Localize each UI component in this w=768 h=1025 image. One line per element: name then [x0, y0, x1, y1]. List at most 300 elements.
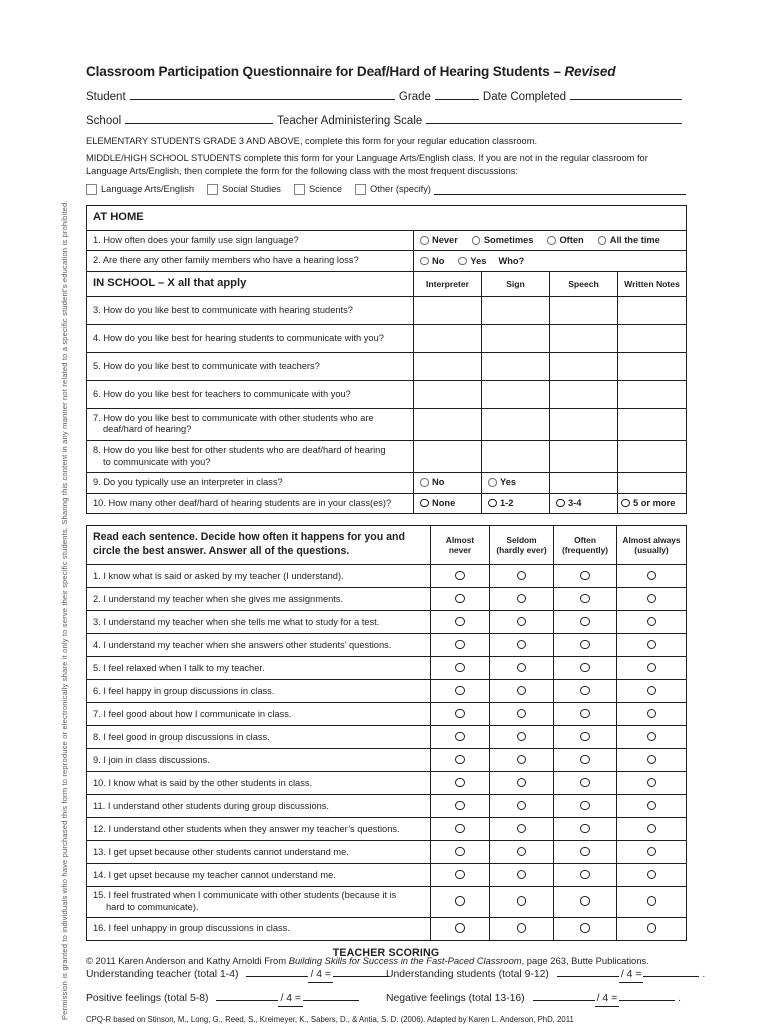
rating-bubble-almost-never[interactable]: [431, 680, 490, 703]
circle-icon[interactable]: [455, 594, 465, 604]
rating-item-13-text: 13. I get upset because other students cannot understand me.: [87, 841, 431, 864]
rating-bubble-almost-always[interactable]: [617, 726, 687, 749]
radio-icon[interactable]: [621, 499, 630, 508]
rating-bubble-often[interactable]: [554, 749, 617, 772]
empty-cell: [618, 473, 687, 494]
table-row: [87, 251, 687, 272]
rating-bubble-almost-never[interactable]: [431, 772, 490, 795]
circle-icon[interactable]: [580, 824, 590, 834]
rating-bubble-almost-always[interactable]: [617, 818, 687, 841]
rating-scale-table: [86, 525, 687, 940]
rating-bubble-almost-never[interactable]: [431, 565, 490, 588]
circle-icon[interactable]: [455, 663, 465, 673]
table-row: [87, 772, 687, 795]
student-info-line: [86, 87, 686, 103]
score-positive-feelings: [86, 987, 386, 1007]
option-label: Never: [432, 235, 458, 246]
scoring-row: [86, 987, 686, 1007]
subject-label: Social Studies: [222, 184, 281, 195]
rating-header-row: [87, 526, 687, 565]
circle-icon[interactable]: [455, 847, 465, 857]
rating-bubble-almost-always[interactable]: [617, 795, 687, 818]
answer-cell-written-notes[interactable]: [618, 324, 687, 352]
answer-cell-speech[interactable]: [550, 324, 618, 352]
circle-icon[interactable]: [647, 755, 657, 765]
rating-bubble-seldom[interactable]: [490, 680, 554, 703]
circle-icon[interactable]: [647, 801, 657, 811]
circle-icon[interactable]: [647, 847, 657, 857]
table-row: [87, 296, 687, 324]
table-row: [87, 887, 687, 917]
rating-bubble-often[interactable]: [554, 588, 617, 611]
rating-bubble-almost-always[interactable]: [617, 917, 687, 940]
student-field[interactable]: [130, 87, 395, 100]
question-10-option-1-2[interactable]: [482, 493, 550, 514]
rating-bubble-often[interactable]: [554, 726, 617, 749]
score-result-field[interactable]: [303, 987, 359, 1001]
rating-item-12-text: 12. I understand other students when they answer my teacher’s questions.: [87, 818, 431, 841]
question-8-text: 8. How do you like best for other students who are deaf/hard of hearing to communicate with you?: [87, 440, 414, 472]
rating-bubble-almost-never[interactable]: [431, 657, 490, 680]
subject-option-language-arts[interactable]: [86, 184, 194, 195]
answer-cell-written-notes[interactable]: [618, 408, 687, 440]
circle-icon[interactable]: [455, 571, 465, 581]
answer-cell-written-notes[interactable]: [618, 296, 687, 324]
rating-bubble-seldom[interactable]: [490, 841, 554, 864]
rating-bubble-almost-always[interactable]: [617, 749, 687, 772]
column-header-interpreter: Interpreter: [414, 271, 482, 296]
circle-icon[interactable]: [455, 923, 465, 933]
option-label: No: [432, 256, 445, 266]
at-home-section-title: AT HOME: [87, 205, 687, 230]
rating-bubble-almost-never[interactable]: [431, 749, 490, 772]
radio-icon[interactable]: [420, 257, 429, 266]
question-4-text: 4. How do you like best for hearing students to communicate with you?: [87, 324, 414, 352]
rating-item-5-text: 5. I feel relaxed when I talk to my teacher.: [87, 657, 431, 680]
empty-cell: [550, 473, 618, 494]
column-header-speech: Speech: [550, 271, 618, 296]
rating-bubble-often[interactable]: [554, 565, 617, 588]
rating-bubble-seldom[interactable]: [490, 749, 554, 772]
answer-cell-interpreter[interactable]: [414, 408, 482, 440]
rating-bubble-almost-never[interactable]: [431, 887, 490, 917]
rating-bubble-often[interactable]: [554, 657, 617, 680]
rating-bubble-seldom[interactable]: [490, 864, 554, 887]
option-all-the-time[interactable]: [598, 235, 660, 245]
table-row: [87, 749, 687, 772]
circle-icon[interactable]: [580, 755, 590, 765]
radio-icon[interactable]: [420, 499, 429, 508]
question-2-options: [414, 251, 687, 272]
rating-bubble-almost-never[interactable]: [431, 588, 490, 611]
option-often[interactable]: [547, 235, 583, 245]
rating-bubble-often[interactable]: [554, 864, 617, 887]
circle-icon[interactable]: [647, 923, 657, 933]
score-label: Understanding teacher (total 1-4): [86, 968, 239, 980]
circle-icon[interactable]: [517, 732, 527, 742]
question-1-text: 1. How often does your family use sign language?: [87, 230, 414, 251]
scale-header-often: Often (frequently): [554, 526, 617, 565]
answer-cell-interpreter[interactable]: [414, 324, 482, 352]
rating-bubble-often[interactable]: [554, 703, 617, 726]
option-sometimes[interactable]: [472, 235, 534, 245]
option-no[interactable]: [420, 256, 444, 266]
table-row: [87, 473, 687, 494]
footer-book-title: Building Skills for Success in the Fast-Paced Classroom: [288, 955, 522, 966]
circle-icon[interactable]: [517, 896, 527, 906]
option-label: 1-2: [500, 497, 514, 508]
answer-cell-speech[interactable]: [550, 380, 618, 408]
rating-bubble-seldom[interactable]: [490, 611, 554, 634]
circle-icon[interactable]: [580, 896, 590, 906]
school-field[interactable]: [125, 111, 273, 124]
table-row: [87, 565, 687, 588]
table-row: [87, 657, 687, 680]
rating-bubble-seldom[interactable]: [490, 703, 554, 726]
circle-icon[interactable]: [517, 923, 527, 933]
rating-item-4-text: 4. I understand my teacher when she answers other students’ questions.: [87, 634, 431, 657]
circle-icon[interactable]: [517, 824, 527, 834]
rating-bubble-almost-always[interactable]: [617, 657, 687, 680]
rating-bubble-almost-never[interactable]: [431, 818, 490, 841]
rating-rows-body: [87, 565, 687, 940]
score-label: Negative feelings (total 13-16): [386, 992, 525, 1004]
circle-icon[interactable]: [647, 778, 657, 788]
subject-option-science[interactable]: [294, 184, 342, 195]
answer-cell-interpreter[interactable]: [414, 352, 482, 380]
rating-bubble-almost-never[interactable]: [431, 795, 490, 818]
page-title: [86, 0, 686, 79]
circle-icon[interactable]: [517, 778, 527, 788]
scale-header-almost-never: Almost never: [431, 526, 490, 565]
rating-bubble-almost-always[interactable]: [617, 565, 687, 588]
option-label: No: [432, 477, 445, 488]
rating-item-3-text: 3. I understand my teacher when she tells me what to study for a test.: [87, 611, 431, 634]
question-5-text: 5. How do you like best to communicate with teachers?: [87, 352, 414, 380]
rating-bubble-often[interactable]: [554, 917, 617, 940]
rating-bubble-almost-never[interactable]: [431, 634, 490, 657]
in-school-header-row: [87, 271, 687, 296]
answer-cell-interpreter[interactable]: [414, 440, 482, 472]
rating-bubble-almost-never[interactable]: [431, 917, 490, 940]
rating-bubble-almost-always[interactable]: [617, 703, 687, 726]
score-period: .: [702, 968, 706, 980]
question-9-option-no[interactable]: [414, 473, 482, 494]
question-10-option-none[interactable]: [414, 493, 482, 514]
rating-bubble-often[interactable]: [554, 795, 617, 818]
answer-cell-sign[interactable]: [482, 324, 550, 352]
score-value-field[interactable]: [216, 987, 278, 1001]
circle-icon[interactable]: [517, 617, 527, 627]
circle-icon[interactable]: [647, 824, 657, 834]
answer-cell-written-notes[interactable]: [618, 380, 687, 408]
table-row: [87, 726, 687, 749]
page-title-revised: Revised: [564, 64, 616, 79]
circle-icon[interactable]: [647, 594, 657, 604]
circle-icon[interactable]: [455, 801, 465, 811]
circle-icon[interactable]: [517, 686, 527, 696]
circle-icon[interactable]: [580, 640, 590, 650]
checkbox-icon[interactable]: [294, 184, 305, 195]
page-title-main: Classroom Participation Questionnaire for Deaf/Hard of Hearing Students –: [86, 64, 565, 79]
circle-icon[interactable]: [455, 870, 465, 880]
circle-icon[interactable]: [517, 594, 527, 604]
option-label: 5 or more: [633, 497, 676, 508]
teacher-field[interactable]: [426, 111, 682, 124]
option-label: Yes: [470, 256, 487, 266]
radio-icon[interactable]: [472, 236, 481, 245]
checkbox-icon[interactable]: [355, 184, 366, 195]
radio-icon[interactable]: [420, 236, 429, 245]
subject-label: Language Arts/English: [101, 184, 195, 195]
rating-bubble-often[interactable]: [554, 841, 617, 864]
circle-icon[interactable]: [647, 571, 657, 581]
circle-icon[interactable]: [517, 709, 527, 719]
circle-icon[interactable]: [580, 617, 590, 627]
circle-icon[interactable]: [455, 778, 465, 788]
circle-icon[interactable]: [647, 709, 657, 719]
rating-item-15-text: 15. I feel frustrated when I communicate with other students (because it is hard to communicate).: [87, 887, 431, 917]
rating-bubble-almost-never[interactable]: [431, 841, 490, 864]
rating-bubble-almost-never[interactable]: [431, 726, 490, 749]
grade-field[interactable]: [435, 87, 479, 100]
circle-icon[interactable]: [517, 847, 527, 857]
answer-cell-speech[interactable]: [550, 440, 618, 472]
radio-icon[interactable]: [420, 478, 429, 487]
footer-copyright: [86, 955, 686, 966]
rating-item-6-text: 6. I feel happy in group discussions in class.: [87, 680, 431, 703]
footer-post: , page 263, Butte Publications.: [521, 955, 649, 966]
option-label: Yes: [500, 477, 517, 488]
rating-bubble-seldom[interactable]: [490, 917, 554, 940]
other-specify-field[interactable]: [434, 184, 686, 195]
answer-cell-sign[interactable]: [482, 380, 550, 408]
rating-item-10-text: 10. I know what is said by the other students in class.: [87, 772, 431, 795]
teacher-scoring-title: TEACHER SCORING: [332, 946, 440, 959]
teacher-label: Teacher Administering Scale: [277, 115, 423, 127]
score-result-field[interactable]: [619, 987, 675, 1001]
answer-cell-written-notes[interactable]: [618, 440, 687, 472]
rating-bubble-seldom[interactable]: [490, 565, 554, 588]
circle-icon[interactable]: [647, 663, 657, 673]
rating-bubble-almost-always[interactable]: [617, 588, 687, 611]
school-info-line: [86, 111, 686, 127]
circle-icon[interactable]: [647, 896, 657, 906]
rating-bubble-seldom[interactable]: [490, 726, 554, 749]
score-period: .: [678, 992, 682, 1004]
radio-icon[interactable]: [488, 478, 497, 487]
date-completed-field[interactable]: [570, 87, 682, 100]
answer-cell-speech[interactable]: [550, 352, 618, 380]
circle-icon[interactable]: [580, 686, 590, 696]
question-2-followup: Who?: [498, 256, 525, 266]
rating-item-14-text: 14. I get upset because my teacher cannot understand me.: [87, 864, 431, 887]
circle-icon[interactable]: [580, 571, 590, 581]
rating-bubble-almost-always[interactable]: [617, 772, 687, 795]
rating-bubble-almost-always[interactable]: [617, 634, 687, 657]
rating-bubble-almost-always[interactable]: [617, 611, 687, 634]
option-label: Often: [559, 235, 584, 246]
radio-icon[interactable]: [598, 236, 607, 245]
table-row: [87, 588, 687, 611]
rating-item-2-text: 2. I understand my teacher when she gives me assignments.: [87, 588, 431, 611]
circle-icon[interactable]: [455, 732, 465, 742]
rating-bubble-seldom[interactable]: [490, 795, 554, 818]
rating-item-8-text: 8. I feel good in group discussions in class.: [87, 726, 431, 749]
answer-cell-sign[interactable]: [482, 352, 550, 380]
circle-icon[interactable]: [580, 923, 590, 933]
circle-icon[interactable]: [580, 663, 590, 673]
column-header-sign: Sign: [482, 271, 550, 296]
subject-option-other[interactable]: [355, 184, 431, 195]
circle-icon[interactable]: [517, 801, 527, 811]
rating-bubble-often[interactable]: [554, 611, 617, 634]
table-row: [87, 440, 687, 472]
question-7-text: 7. How do you like best to communicate with other students who are deaf/hard of hearing?: [87, 408, 414, 440]
circle-icon[interactable]: [455, 755, 465, 765]
circle-icon[interactable]: [455, 640, 465, 650]
scale-header-almost-always: Almost always (usually): [617, 526, 687, 565]
circle-icon[interactable]: [455, 896, 465, 906]
score-divider: / 4 =: [595, 993, 620, 1007]
rating-bubble-seldom[interactable]: [490, 657, 554, 680]
answer-cell-interpreter[interactable]: [414, 380, 482, 408]
rating-item-9-text: 9. I join in class discussions.: [87, 749, 431, 772]
question-10-option-5-or-more[interactable]: [618, 493, 687, 514]
circle-icon[interactable]: [580, 870, 590, 880]
radio-icon[interactable]: [488, 499, 497, 508]
scale-header-seldom: Seldom (hardly ever): [490, 526, 554, 565]
rating-bubble-often[interactable]: [554, 887, 617, 917]
subject-option-social-studies[interactable]: [207, 184, 281, 195]
answer-cell-speech[interactable]: [550, 296, 618, 324]
subject-label: Other (specify): [370, 184, 432, 195]
rating-bubble-almost-always[interactable]: [617, 887, 687, 917]
circle-icon[interactable]: [647, 870, 657, 880]
question-6-text: 6. How do you like best for teachers to communicate with you?: [87, 380, 414, 408]
table-row: [87, 680, 687, 703]
circle-icon[interactable]: [455, 617, 465, 627]
circle-icon[interactable]: [580, 801, 590, 811]
radio-icon[interactable]: [547, 236, 556, 245]
rating-bubble-seldom[interactable]: [490, 887, 554, 917]
rating-item-16-text: 16. I feel unhappy in group discussions in class.: [87, 917, 431, 940]
circle-icon[interactable]: [647, 686, 657, 696]
answer-cell-sign[interactable]: [482, 296, 550, 324]
question-2-text: 2. Are there any other family members who have a hearing loss?: [87, 251, 414, 272]
question-9-text: 9. Do you typically use an interpreter in class?: [87, 473, 414, 494]
score-divider: / 4 =: [619, 969, 644, 983]
table-row: [87, 230, 687, 251]
table-row: [87, 493, 687, 514]
question-1-options: [414, 230, 687, 251]
student-label: Student: [86, 91, 126, 103]
table-row: [87, 795, 687, 818]
rating-bubble-often[interactable]: [554, 680, 617, 703]
score-divider: / 4 =: [308, 969, 333, 983]
option-label: 3-4: [568, 497, 582, 508]
circle-icon[interactable]: [580, 709, 590, 719]
option-label: All the time: [609, 235, 660, 246]
rating-bubble-almost-always[interactable]: [617, 864, 687, 887]
question-10-text: 10. How many other deaf/hard of hearing students are in your class(es)?: [87, 493, 414, 514]
checkbox-icon[interactable]: [86, 184, 97, 195]
radio-icon[interactable]: [556, 499, 565, 508]
rating-bubble-almost-never[interactable]: [431, 611, 490, 634]
rating-bubble-often[interactable]: [554, 818, 617, 841]
question-3-text: 3. How do you like best to communicate with hearing students?: [87, 296, 414, 324]
instructions-middle-high: MIDDLE/HIGH SCHOOL STUDENTS complete this form for your Language Arts/English class. If you are not in the regular classroom for Language Arts/English, then complete the form for the following class with the most frequent discussions:: [86, 153, 648, 177]
grade-label: Grade: [398, 91, 431, 103]
radio-icon[interactable]: [458, 257, 467, 266]
question-9-option-yes[interactable]: [482, 473, 550, 494]
subject-checkbox-row: [86, 184, 686, 195]
document-page: [86, 0, 706, 1024]
in-school-section-title: IN SCHOOL – X all that apply: [87, 271, 414, 296]
checkbox-icon[interactable]: [207, 184, 218, 195]
rating-bubble-seldom[interactable]: [490, 818, 554, 841]
circle-icon[interactable]: [580, 847, 590, 857]
circle-icon[interactable]: [517, 870, 527, 880]
option-never[interactable]: [420, 235, 458, 245]
circle-icon[interactable]: [647, 617, 657, 627]
rating-bubble-seldom[interactable]: [490, 634, 554, 657]
option-yes[interactable]: [458, 256, 486, 266]
circle-icon[interactable]: [517, 640, 527, 650]
rating-bubble-often[interactable]: [554, 772, 617, 795]
column-header-written-notes: Written Notes: [618, 271, 687, 296]
rating-bubble-seldom[interactable]: [490, 772, 554, 795]
rating-bubble-almost-always[interactable]: [617, 841, 687, 864]
rating-bubble-almost-never[interactable]: [431, 864, 490, 887]
answer-cell-interpreter[interactable]: [414, 296, 482, 324]
rating-bubble-often[interactable]: [554, 634, 617, 657]
circle-icon[interactable]: [517, 663, 527, 673]
circle-icon[interactable]: [647, 732, 657, 742]
rating-bubble-almost-always[interactable]: [617, 680, 687, 703]
rating-bubble-almost-never[interactable]: [431, 703, 490, 726]
rating-instructions: Read each sentence. Decide how often it happens for you and circle the best answer. Answer all of the questions.: [87, 526, 431, 565]
circle-icon[interactable]: [455, 686, 465, 696]
rating-item-11-text: 11. I understand other students during group discussions.: [87, 795, 431, 818]
answer-cell-speech[interactable]: [550, 408, 618, 440]
circle-icon[interactable]: [517, 571, 527, 581]
score-value-field[interactable]: [533, 987, 595, 1001]
table-row: [87, 352, 687, 380]
answer-cell-written-notes[interactable]: [618, 352, 687, 380]
table-row: [87, 917, 687, 940]
table-row: [87, 324, 687, 352]
table-row: [87, 611, 687, 634]
score-label: Positive feelings (total 5-8): [86, 992, 209, 1004]
at-home-header-row: [87, 205, 687, 230]
circle-icon[interactable]: [517, 755, 527, 765]
circle-icon[interactable]: [455, 709, 465, 719]
rating-bubble-seldom[interactable]: [490, 588, 554, 611]
circle-icon[interactable]: [580, 778, 590, 788]
table-row: [87, 841, 687, 864]
circle-icon[interactable]: [455, 824, 465, 834]
question-10-option-3-4[interactable]: [550, 493, 618, 514]
circle-icon[interactable]: [647, 640, 657, 650]
circle-icon[interactable]: [580, 732, 590, 742]
subject-label: Science: [308, 184, 343, 195]
answer-cell-sign[interactable]: [482, 408, 550, 440]
circle-icon[interactable]: [580, 594, 590, 604]
answer-cell-sign[interactable]: [482, 440, 550, 472]
rating-item-1-text: 1. I know what is said or asked by my teacher (I understand).: [87, 565, 431, 588]
footer-pre: © 2011 Karen Anderson and Kathy Arnoldi From: [86, 955, 289, 966]
